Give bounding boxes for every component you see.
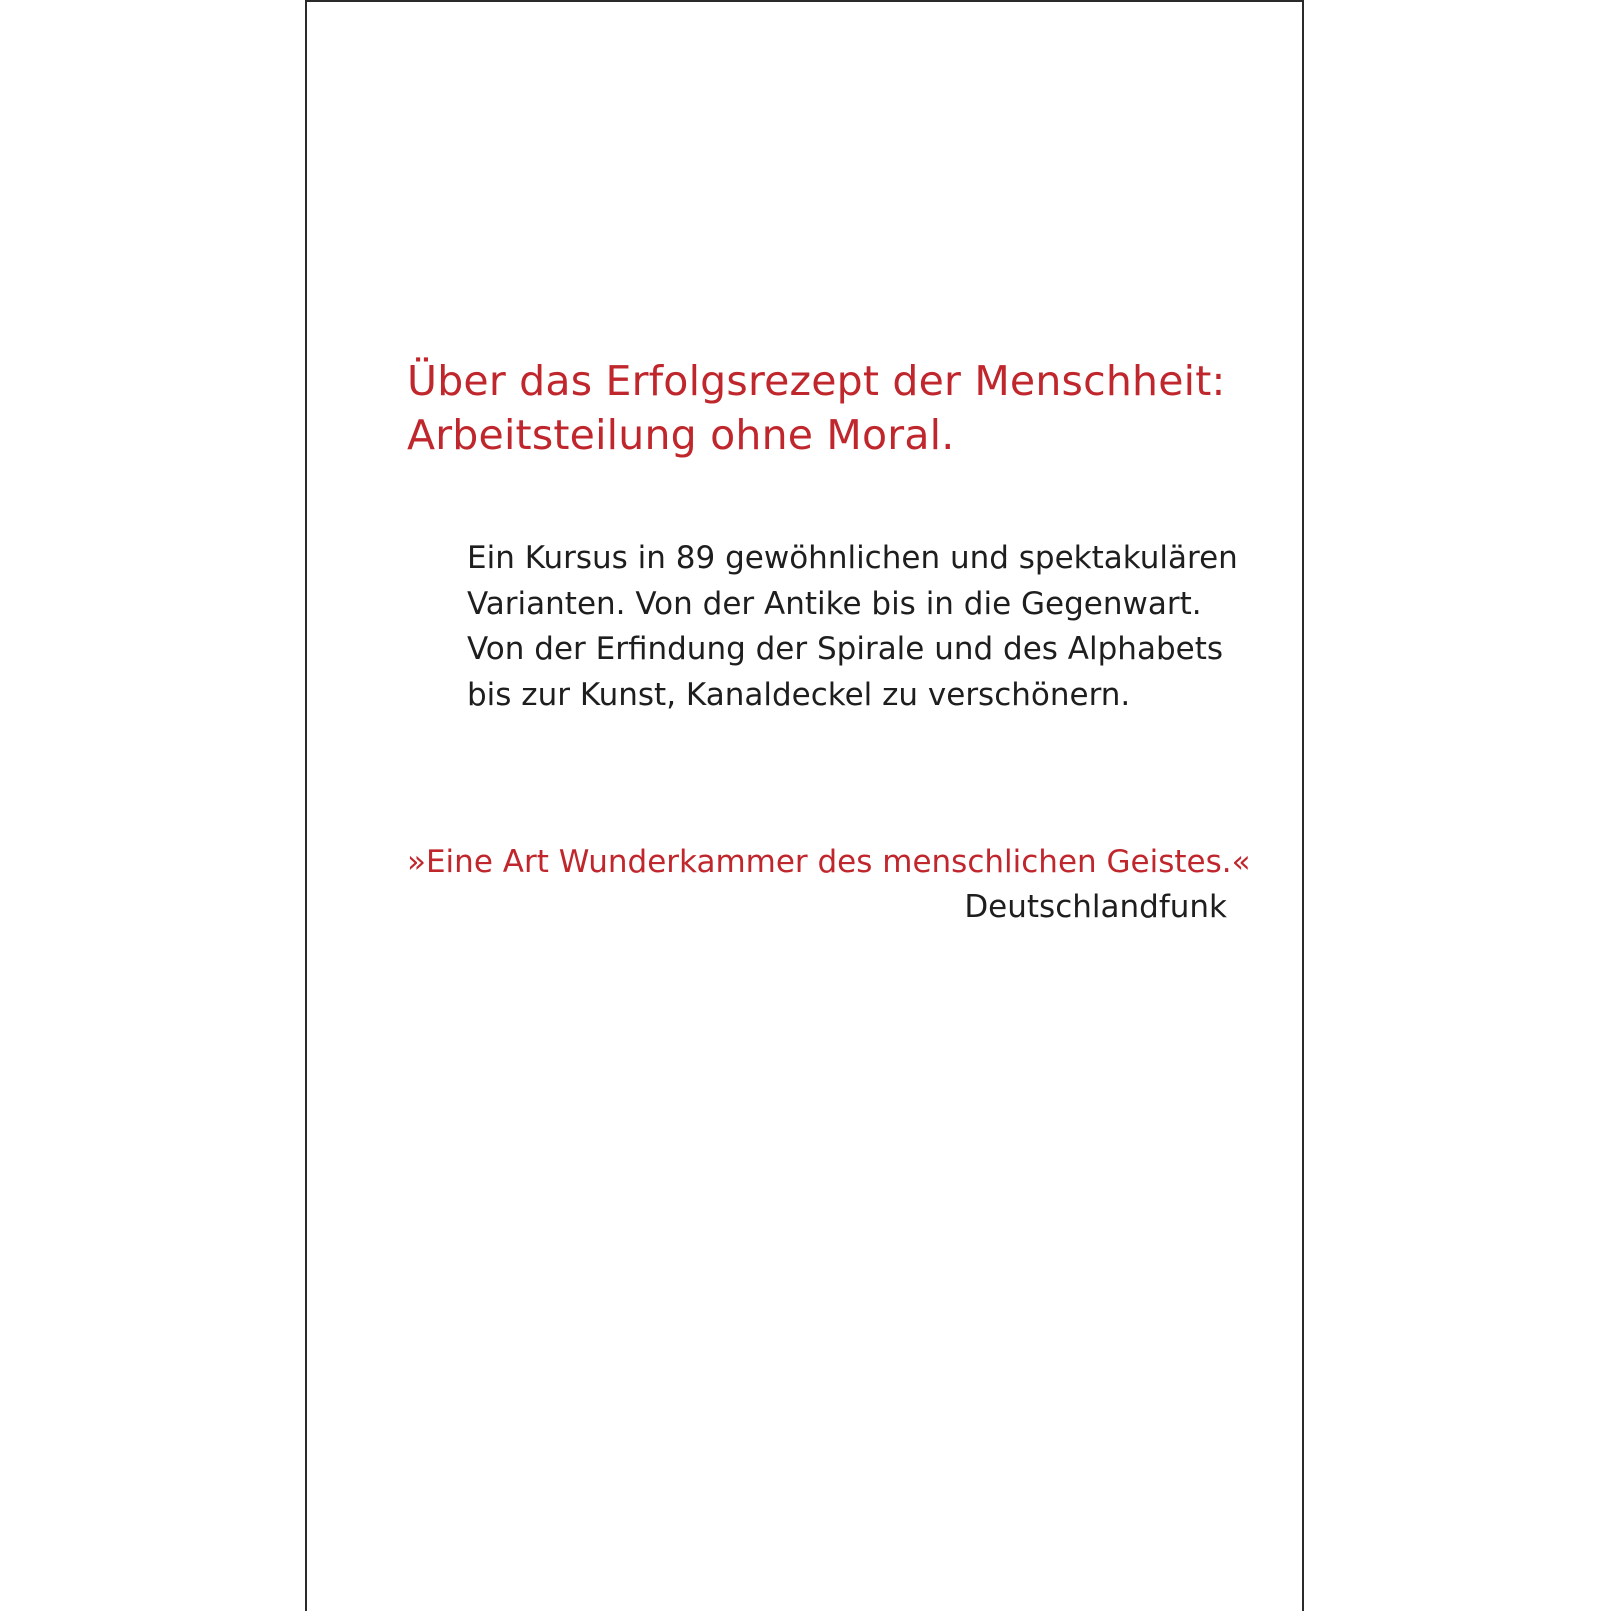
quote-source: Deutschlandfunk bbox=[964, 889, 1227, 925]
headline-line: Über das Erfolgsrezept der Menschheit: bbox=[407, 357, 1226, 405]
headline-line: Arbeitsteilung ohne Moral. bbox=[407, 411, 955, 459]
blurb-line: Von der Erfindung der Spirale und des Alphabets bbox=[467, 631, 1224, 667]
blurb-paragraph bbox=[467, 536, 1267, 718]
headline bbox=[407, 354, 1287, 462]
blurb-line: bis zur Kunst, Kanaldeckel zu verschönern. bbox=[467, 676, 1131, 713]
blurb-line: Ein Kursus in 89 gewöhnlichen und spektakulären bbox=[467, 540, 1238, 576]
quote-text: »Eine Art Wunderkammer des menschlichen Geistes.« bbox=[407, 844, 1251, 880]
book-back-cover bbox=[305, 0, 1304, 1611]
blurb-line: Varianten. Von der Antike bis in die Gegenwart. bbox=[467, 585, 1202, 622]
press-quote bbox=[407, 840, 1251, 930]
